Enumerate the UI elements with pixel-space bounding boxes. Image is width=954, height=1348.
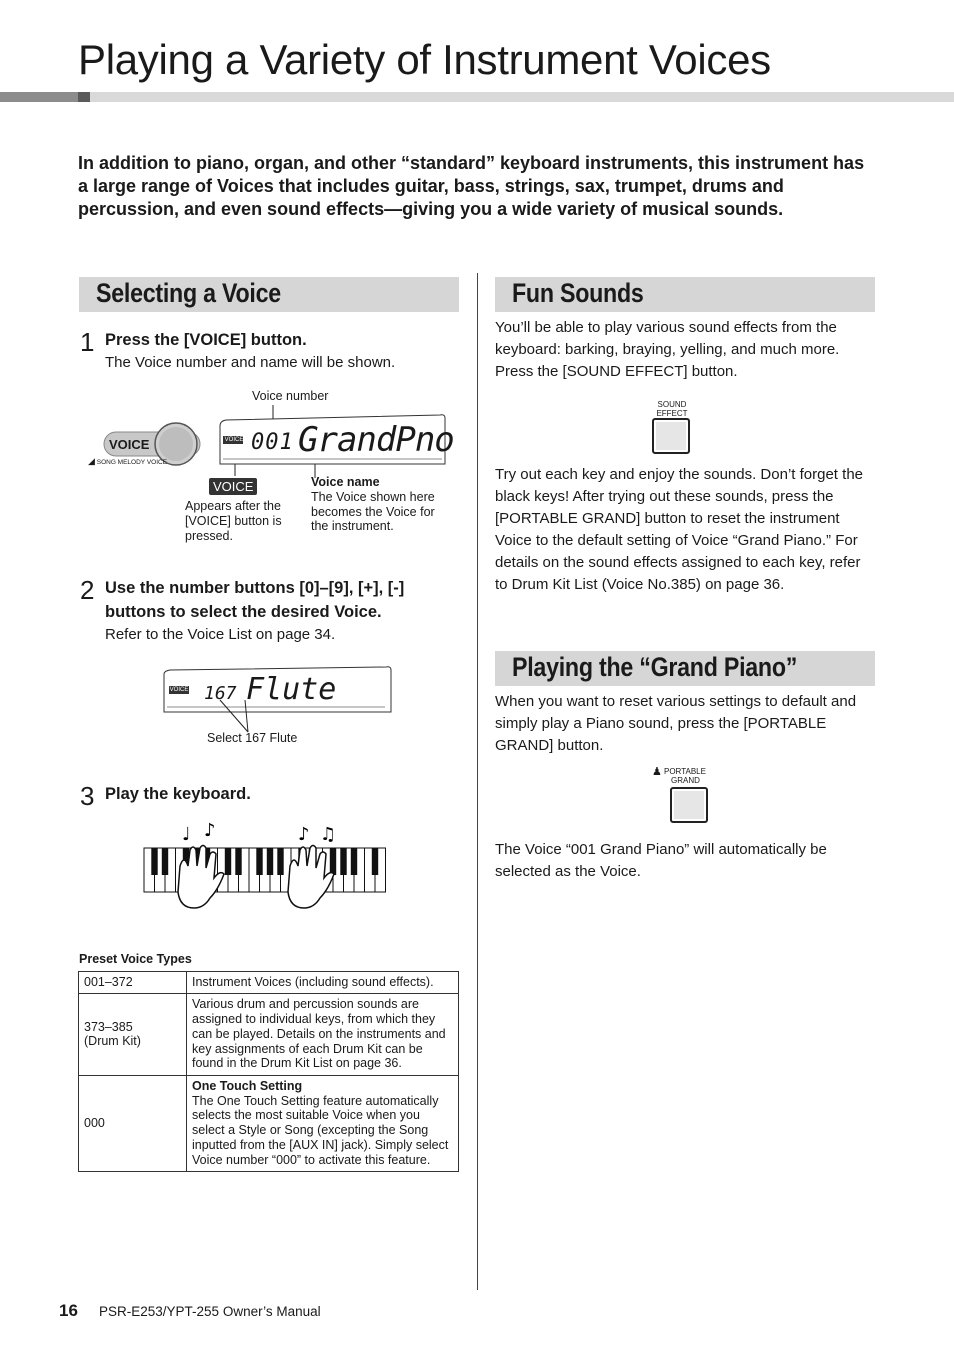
fun-sounds-paragraph: You’ll be able to play various sound effects from the keyboard: barking, braying, yelling, and much more. Press the [SOUND EFFECT] button. bbox=[495, 319, 840, 380]
voice-indicator-badge: VOICE bbox=[209, 478, 257, 495]
black-key bbox=[330, 848, 336, 875]
keyboard-hands-illustration bbox=[140, 818, 390, 918]
description-cell bbox=[187, 1075, 459, 1171]
preset-table-title: Preset Voice Types bbox=[79, 952, 192, 966]
lcd-voice-tag: VOICE bbox=[169, 687, 189, 693]
intro-paragraph: In addition to piano, organ, and other “standard” keyboard instruments, this instrument has a large range of Voices that includes guitar, bass, strings, sax, trumpet, drums and percussion, and even sound effects—giving you a wide variety of musical sounds. bbox=[78, 153, 865, 219]
step-title: Play the keyboard. bbox=[105, 785, 251, 803]
black-key bbox=[235, 848, 241, 875]
table-row bbox=[79, 1075, 459, 1171]
grand-piano-paragraph: The Voice “001 Grand Piano” will automatically be selected as the Voice. bbox=[495, 841, 827, 880]
voice-button-label: VOICE bbox=[109, 437, 150, 452]
portable-grand-button-icon bbox=[670, 787, 708, 823]
column-divider bbox=[477, 273, 478, 1290]
black-key bbox=[162, 848, 168, 875]
lcd-voice-name: GrandPno bbox=[298, 420, 454, 460]
sound-effect-button-icon bbox=[652, 418, 690, 454]
step-title: Press the [VOICE] button. bbox=[105, 331, 307, 349]
voice-name-caption: The Voice shown here becomes the Voice for the instrument. bbox=[311, 490, 435, 533]
table-row bbox=[79, 972, 459, 994]
music-note-icon: ♪ bbox=[298, 824, 310, 845]
lcd-voice-name: Flute bbox=[246, 672, 337, 707]
music-note-icon: ♪ bbox=[204, 820, 216, 841]
voice-name-caption-title: Voice name bbox=[311, 475, 380, 489]
section-heading-grand-piano bbox=[495, 651, 875, 686]
grand-piano-paragraph: When you want to reset various settings to default and simply play a Piano sound, press the [PORTABLE GRAND] button. bbox=[495, 693, 857, 754]
black-key bbox=[225, 848, 231, 875]
step-description: Refer to the Voice List on page 34. bbox=[105, 626, 336, 643]
table-row bbox=[79, 993, 459, 1075]
music-note-icon: ♫ bbox=[320, 824, 337, 845]
title-rule-accent bbox=[0, 92, 78, 102]
appears-after-caption: Appears after the [VOICE] button is pressed. bbox=[185, 499, 282, 543]
lcd-voice-number: 167 bbox=[204, 683, 237, 704]
song-melody-voice-label: ◢ SONG MELODY VOICE bbox=[88, 456, 168, 466]
black-key bbox=[151, 848, 157, 875]
step-title: Use the number buttons [0]–[9], [+], [-] buttons to select the desired Voice. bbox=[105, 579, 405, 621]
page-title: Playing a Variety of Instrument Voices bbox=[78, 36, 771, 83]
black-key bbox=[340, 848, 346, 875]
voice-number-label: Voice number bbox=[252, 389, 329, 403]
black-key bbox=[256, 848, 262, 875]
music-note-icon: ♩ bbox=[182, 824, 191, 845]
lcd-voice-tag: VOICE bbox=[224, 437, 244, 443]
title-rule bbox=[0, 92, 954, 102]
description-cell: Various drum and percussion sounds are assigned to individual keys, from which they can be played. Details on the instruments and key assignments of each Drum Kit can be found in the Drum Kit List on page 36. bbox=[187, 993, 459, 1075]
sound-effect-label: SOUND EFFECT bbox=[656, 400, 688, 418]
title-rule-notch bbox=[78, 92, 90, 102]
portable-grand-label: ♟ PORTABLE GRAND bbox=[652, 766, 706, 785]
page-number: 16 bbox=[59, 1301, 78, 1320]
black-key bbox=[372, 848, 378, 875]
section-heading-fun-sounds bbox=[495, 277, 875, 312]
black-key bbox=[351, 848, 357, 875]
section-heading-text: Selecting a Voice bbox=[96, 278, 281, 308]
black-key bbox=[277, 848, 283, 875]
step-number: 2 bbox=[80, 575, 95, 605]
flute-caption: Select 167 Flute bbox=[207, 731, 298, 745]
range-cell: 001–372 bbox=[79, 972, 187, 994]
description-title: One Touch Setting bbox=[192, 1078, 303, 1093]
range-cell: 000 bbox=[79, 1075, 187, 1171]
lcd-voice-number: 001 bbox=[251, 430, 294, 455]
step-number: 1 bbox=[80, 327, 95, 357]
black-key bbox=[267, 848, 273, 875]
section-heading-selecting bbox=[79, 277, 459, 312]
section-heading-text: Playing the “Grand Piano” bbox=[512, 652, 798, 682]
manual-title: PSR-E253/YPT-255 Owner’s Manual bbox=[99, 1304, 321, 1319]
description-cell: Instrument Voices (including sound effects). bbox=[187, 972, 459, 994]
section-heading-text: Fun Sounds bbox=[512, 278, 644, 308]
step-description: The Voice number and name will be shown. bbox=[105, 354, 396, 371]
fun-sounds-paragraph: Try out each key and enjoy the sounds. Don’t forget the black keys! After trying out these sounds, press the [PORTABLE GRAND] button to reset the instrument Voice to the default setting of Voice “Grand Piano.” For details on the sound effects assigned to each key, refer to Drum Kit List (Voice No.385) on page 36. bbox=[495, 466, 863, 593]
description-text: The One Touch Setting feature automatically selects the most suitable Voice when you select a Style or Song (excepting the Song inputted from the [AUX IN] jack). Simply select Voice number “000” to activate this feature. bbox=[192, 1093, 449, 1167]
preset-voice-table bbox=[78, 971, 459, 1172]
piano-icon: ♟ bbox=[652, 766, 662, 778]
step-number: 3 bbox=[80, 781, 95, 811]
range-cell: 373–385 (Drum Kit) bbox=[79, 993, 187, 1075]
